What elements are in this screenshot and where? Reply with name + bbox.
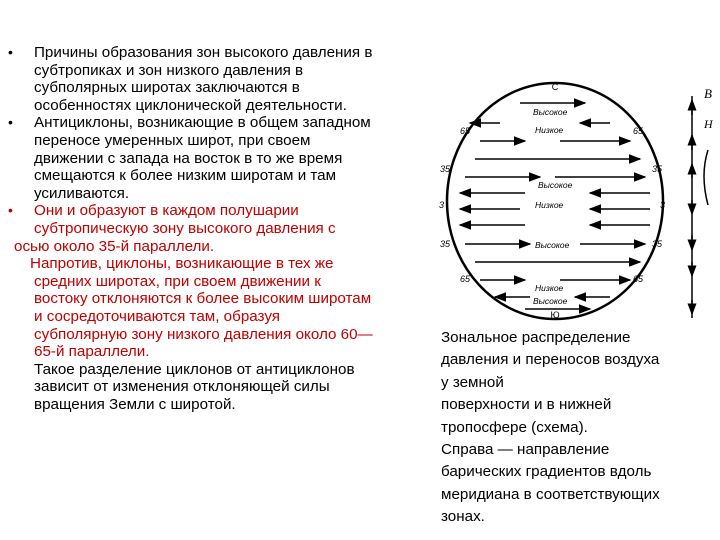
- caption-line: меридиана в соответствующих: [441, 485, 660, 503]
- text-line: субполярную зону низкого давления около 60—: [34, 325, 373, 343]
- zone-label: Высокое: [533, 107, 568, 117]
- text-line: зависит от изменения отклоняющей силы: [34, 378, 330, 396]
- text-line: Такое разделение циклонов от антициклонов: [34, 360, 355, 378]
- text-line: Они и образуют в каждом полушарии: [34, 202, 299, 220]
- text-line: 65-й параллели.: [34, 343, 150, 361]
- latitude-label-left: 35: [440, 239, 451, 249]
- caption-line: зонах.: [441, 508, 485, 526]
- side-label-low: Н: [704, 117, 713, 131]
- figure-caption: [441, 327, 720, 529]
- text-line: усиливаются.: [34, 184, 130, 202]
- bullet: •: [8, 114, 13, 131]
- text-line: осью около 35-й параллели.: [14, 237, 215, 255]
- pole-north-label: С: [551, 82, 559, 92]
- latitude-label-right: 35: [652, 164, 663, 174]
- zone-label: Низкое: [535, 283, 564, 293]
- latitude-label-left: 35: [440, 164, 451, 174]
- bullet: •: [8, 202, 13, 219]
- caption-line: барических градиентов вдоль: [441, 463, 652, 481]
- text-line: смещаются к более низким широтам и там: [34, 167, 337, 185]
- zone-label: Высокое: [535, 240, 570, 250]
- caption-line: у земной: [441, 373, 504, 391]
- caption-line: тропосфере (схема).: [441, 418, 588, 436]
- text-line: переносе умеренных широт, при своем: [34, 131, 311, 149]
- caption-line: поверхности и в нижней: [441, 396, 612, 414]
- latitude-label-left: 65: [460, 126, 471, 136]
- text-line: средних широтах, при своем движении к: [34, 272, 321, 290]
- text-line: вращения Земли с широтой.: [34, 395, 236, 413]
- latitude-label-right: 65: [633, 274, 644, 284]
- latitude-label-right: 3: [660, 200, 666, 210]
- side-label-high: В: [704, 86, 712, 101]
- zone-label: Низкое: [535, 200, 564, 210]
- text-line: субтропиках и зон низкого давления в: [34, 61, 304, 79]
- text-line: и сосредоточиваются там, образуя: [34, 307, 280, 325]
- text-line: движении с запада на восток в то же время: [34, 149, 343, 167]
- latitude-label-left: 3: [439, 200, 445, 210]
- text-line: востоку отклоняются к более высоким широтам: [34, 290, 372, 308]
- caption-line: Зональное распределение: [441, 329, 631, 346]
- latitude-label-left: 65: [460, 274, 471, 284]
- text-line: Антициклоны, возникающие в общем западном: [34, 114, 371, 132]
- text-line: субполярных широтах заключаются в: [34, 79, 300, 97]
- zone-label: Низкое: [535, 125, 564, 135]
- gradient-curve: [704, 150, 708, 205]
- text-line: Напротив, циклоны, возникающие в тех же: [30, 255, 334, 273]
- caption-line: давления и переносов воздуха: [441, 351, 660, 369]
- zone-label: Высокое: [533, 296, 568, 306]
- latitude-label-right: 35: [652, 239, 663, 249]
- latitude-label-right: 65: [633, 126, 644, 136]
- zone-label: Высокое: [538, 180, 573, 190]
- text-line: субтропическую зону высокого давления с: [34, 219, 336, 237]
- bullet: •: [8, 44, 13, 60]
- text-line: особенностях циклонической деятельности.: [34, 96, 347, 114]
- pole-south-label: Ю: [550, 310, 560, 320]
- caption-line: Справа — направление: [441, 441, 610, 459]
- text-line: Причины образования зон высокого давления в: [34, 44, 373, 61]
